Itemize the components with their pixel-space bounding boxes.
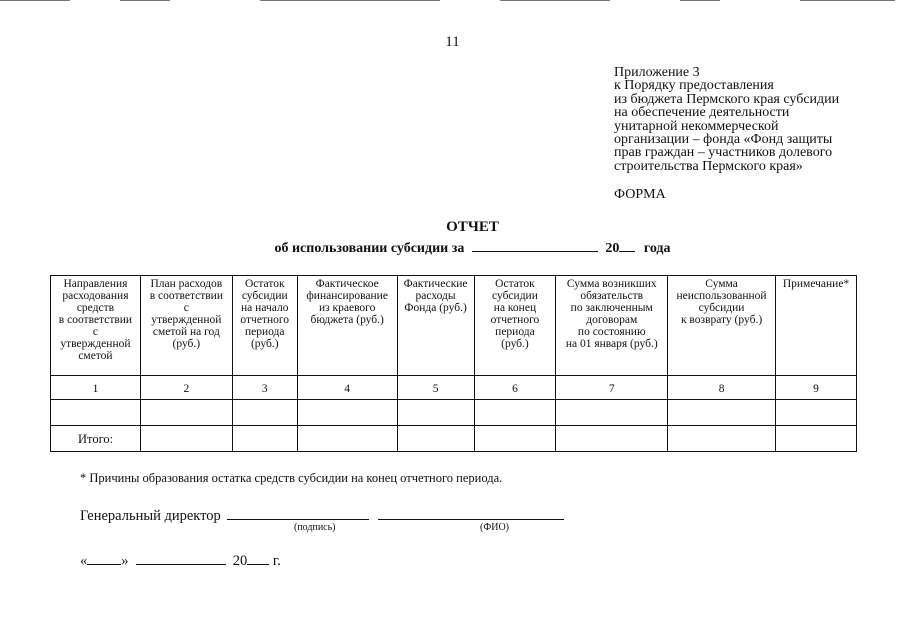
form-label: ФОРМА — [614, 187, 666, 202]
header-line: субсидии — [492, 290, 538, 302]
appendix-line: строительства Пермского края» — [614, 158, 803, 174]
column-number: 9 — [776, 376, 857, 400]
header-line: (руб.) — [501, 338, 529, 350]
header-line: утвержденной — [151, 314, 222, 326]
column-number: 7 — [556, 376, 668, 400]
year-blank-field[interactable] — [247, 551, 269, 565]
header-line: периода — [495, 326, 535, 338]
page-number: 11 — [445, 34, 460, 50]
header-line: к возврату (руб.) — [680, 314, 763, 326]
date-open-quote: « — [80, 553, 88, 569]
page-top-edge — [0, 0, 905, 2]
total-cell[interactable] — [668, 426, 776, 452]
header-line: План расходов — [150, 278, 223, 290]
header-line: с — [92, 326, 98, 338]
header-line: (руб.) — [172, 338, 201, 350]
appendix-line: организации – фонда «Фонд защиты — [614, 132, 833, 148]
date-close-quote: » — [121, 553, 129, 569]
total-row — [51, 426, 857, 452]
date-year-prefix: 20 — [232, 553, 248, 569]
total-cell[interactable] — [232, 426, 297, 452]
table-cell[interactable] — [297, 400, 397, 426]
header-line: Сумма — [705, 278, 738, 290]
month-blank-field[interactable] — [136, 551, 226, 565]
column-number-row — [51, 376, 857, 400]
appendix-line: прав граждан – участников долевого — [614, 145, 833, 161]
header-cell — [668, 276, 776, 376]
header-cell — [297, 276, 397, 376]
day-blank-field[interactable] — [87, 551, 121, 565]
header-line: договорам — [586, 314, 638, 326]
column-number: 4 — [297, 376, 397, 400]
period-blank-field[interactable] — [472, 238, 598, 252]
header-line: сметой — [78, 350, 113, 362]
date-year-suffix: г. — [272, 553, 281, 569]
subtitle-year-word: года — [643, 241, 671, 256]
header-line: на конец — [493, 302, 537, 314]
header-line: по состоянию — [577, 326, 646, 338]
header-line: субсидии — [698, 302, 745, 314]
header-line: Направления — [63, 278, 128, 290]
header-line: финансирование — [306, 290, 388, 302]
subtitle-year-prefix: 20 — [605, 241, 620, 256]
report-title: ОТЧЕТ — [446, 219, 499, 235]
report-table — [50, 275, 857, 452]
total-cell[interactable] — [474, 426, 556, 452]
date-line — [80, 551, 281, 570]
header-line: утвержденной — [60, 338, 131, 350]
header-line: отчетного — [490, 314, 540, 326]
column-number: 1 — [51, 376, 141, 400]
header-cell — [556, 276, 668, 376]
name-blank-field[interactable] — [378, 506, 564, 520]
header-line: с — [183, 302, 189, 314]
header-line: обязательств — [580, 290, 644, 302]
table-cell[interactable] — [397, 400, 474, 426]
table-row — [51, 400, 857, 426]
header-line: в соответствии — [149, 290, 223, 302]
total-cell[interactable] — [776, 426, 857, 452]
appendix-line: на обеспечение деятельности — [614, 105, 790, 121]
header-line: в соответствии — [58, 314, 133, 326]
header-line: периода — [244, 326, 285, 338]
appendix-line: унитарной некоммерческой — [614, 118, 779, 134]
column-number: 2 — [140, 376, 232, 400]
header-line: на начало — [241, 302, 289, 314]
header-line: субсидии — [241, 290, 288, 302]
header-line: расходования — [62, 290, 129, 302]
table-cell[interactable] — [51, 400, 141, 426]
header-cell — [474, 276, 556, 376]
total-cell[interactable] — [556, 426, 668, 452]
header-line: бюджета (руб.) — [310, 314, 384, 326]
header-line: Сумма возникших — [566, 278, 657, 290]
footnote: * Причины образования остатка средств субсидии на конец отчетного периода. — [80, 471, 503, 485]
column-number: 3 — [232, 376, 297, 400]
report-subtitle — [0, 238, 905, 257]
header-cell — [232, 276, 297, 376]
header-line: на 01 января (руб.) — [565, 338, 658, 350]
header-line: Фонда (руб.) — [404, 302, 467, 314]
header-line: из краевого — [318, 302, 376, 314]
table-cell[interactable] — [474, 400, 556, 426]
header-line: Остаток — [244, 278, 285, 290]
total-cell[interactable] — [140, 426, 232, 452]
table-cell[interactable] — [776, 400, 857, 426]
header-line: Фактическое — [315, 278, 379, 290]
signature-caption: (подпись) — [294, 522, 336, 533]
table-cell[interactable] — [232, 400, 297, 426]
total-cell[interactable] — [297, 426, 397, 452]
total-label: Итого: — [51, 426, 141, 452]
header-line: (руб.) — [250, 338, 279, 350]
director-title: Генеральный директор — [80, 508, 221, 524]
signature-blank-field[interactable] — [227, 506, 369, 520]
scan-speck: · — [514, 596, 516, 601]
total-cell[interactable] — [397, 426, 474, 452]
table-cell[interactable] — [668, 400, 776, 426]
year-blank-field[interactable] — [619, 238, 635, 252]
header-line: отчетного — [240, 314, 290, 326]
column-number: 8 — [668, 376, 776, 400]
table-cell[interactable] — [140, 400, 232, 426]
column-number: 5 — [397, 376, 474, 400]
header-cell — [140, 276, 232, 376]
name-caption: (ФИО) — [480, 522, 510, 533]
header-line: расходы — [415, 290, 456, 302]
table-header-row — [51, 276, 857, 376]
header-line: Остаток — [495, 278, 535, 290]
header-line: сметой на год — [152, 326, 220, 338]
header-cell — [397, 276, 474, 376]
header-cell — [776, 276, 857, 376]
header-cell — [51, 276, 141, 376]
header-line: средств — [76, 302, 115, 314]
appendix-block — [614, 66, 894, 173]
header-line: Фактические — [403, 278, 468, 290]
appendix-line: к Порядку предоставления — [614, 78, 774, 94]
header-line: по заключенным — [570, 302, 653, 314]
subtitle-text: об использовании субсидии за — [274, 241, 465, 256]
header-line: Примечание* — [782, 278, 850, 290]
column-number: 6 — [474, 376, 556, 400]
table-cell[interactable] — [556, 400, 668, 426]
scan-speck: · — [60, 630, 62, 635]
header-line: неиспользованной — [676, 290, 767, 302]
appendix-line: Приложение 3 — [614, 65, 700, 80]
appendix-line: из бюджета Пермского края субсидии — [614, 91, 840, 107]
